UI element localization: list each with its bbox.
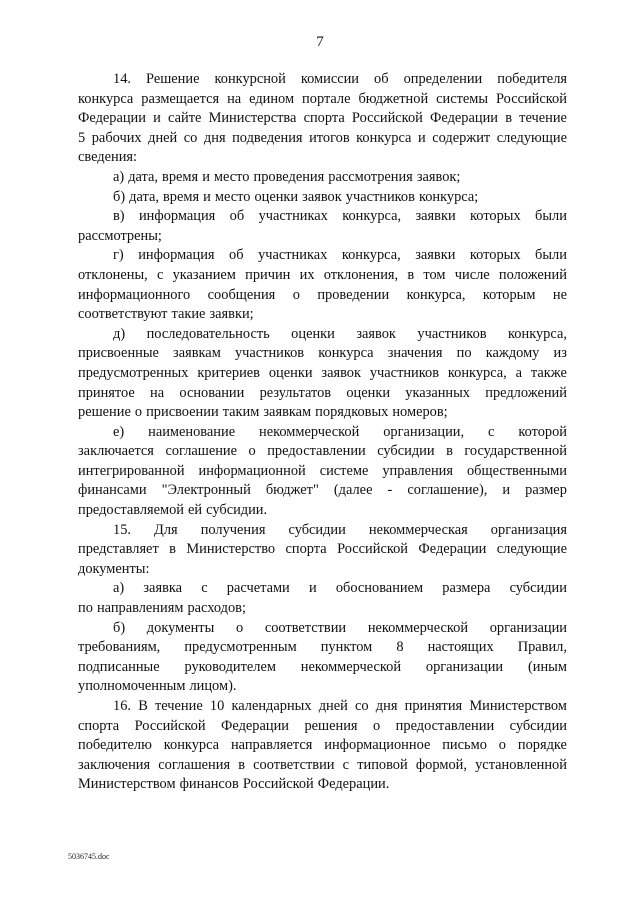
word: о <box>235 619 244 636</box>
word: уполномоченным <box>78 678 186 695</box>
word: на <box>150 384 165 401</box>
word: дней <box>318 698 348 714</box>
word: числе <box>454 266 490 283</box>
word: соглашение), <box>407 482 488 499</box>
word: Министерство <box>186 541 276 558</box>
text-line <box>78 364 567 384</box>
word: представляет <box>78 541 159 558</box>
word: организации <box>425 658 504 675</box>
word: заявки; <box>209 306 254 323</box>
text-line <box>78 266 567 286</box>
word: ей <box>188 502 203 519</box>
text-line <box>78 227 567 247</box>
word: Российской <box>496 90 567 107</box>
word: спорта <box>285 541 327 558</box>
paragraph <box>78 188 567 208</box>
word: следующие <box>496 129 567 146</box>
word: предоставлении <box>267 443 366 460</box>
word: документы: <box>78 560 150 577</box>
word: участников <box>417 325 487 342</box>
word: предложений <box>485 384 567 401</box>
word: и <box>308 580 317 597</box>
word: оценки <box>254 188 299 205</box>
word: с <box>156 266 164 283</box>
word: направлениям <box>96 600 184 617</box>
text-line <box>78 325 567 345</box>
word: сведения: <box>78 149 138 166</box>
word: время <box>162 168 199 185</box>
word: руководителем <box>184 658 276 675</box>
word: об <box>374 71 389 87</box>
word: участников <box>369 364 440 381</box>
word: были <box>535 208 567 225</box>
word: (иным <box>527 658 567 675</box>
word: 16. <box>113 698 131 714</box>
word: в <box>505 110 512 127</box>
word: и <box>417 129 426 146</box>
word: в <box>238 756 246 773</box>
word: соглашение <box>165 443 238 460</box>
word: 8 <box>396 639 404 656</box>
word: проведения <box>253 168 325 185</box>
word: конкурса <box>318 345 374 362</box>
word: Министерством <box>469 698 567 714</box>
word: последовательность <box>146 325 270 342</box>
word: Федерации <box>418 541 487 558</box>
word: общественными <box>466 462 567 479</box>
text-line <box>78 168 567 188</box>
word: б) <box>113 188 126 205</box>
word: заявкам <box>173 345 221 362</box>
word: бюджет" <box>265 482 319 499</box>
word: конкурса <box>78 90 134 107</box>
word: также <box>530 364 567 381</box>
word: принятое <box>78 384 135 401</box>
text-line <box>78 90 567 110</box>
word: их <box>299 266 315 283</box>
text-line <box>78 521 567 541</box>
word: некоммерческой <box>367 619 469 636</box>
text-line <box>78 207 567 227</box>
word: о <box>248 443 256 460</box>
word: о <box>373 717 381 734</box>
word: в) <box>113 208 125 225</box>
word: конкурса, <box>508 325 567 342</box>
word: об <box>229 247 244 264</box>
word: с <box>201 580 208 597</box>
word: таким <box>222 404 260 421</box>
word: В <box>138 698 148 714</box>
text-line <box>78 129 567 149</box>
word: б) <box>113 619 126 636</box>
word: о <box>292 286 300 303</box>
word: заявок <box>321 364 361 381</box>
paragraph <box>78 325 567 423</box>
word: отклонения, <box>323 266 399 283</box>
word: документы <box>146 619 215 636</box>
text-line <box>78 619 567 639</box>
word: заявкам <box>263 404 312 421</box>
text-line <box>78 717 567 737</box>
word: соглашения <box>158 756 231 773</box>
word: сайте <box>168 110 202 127</box>
word: со <box>183 129 198 146</box>
word: место <box>214 188 251 205</box>
text-line <box>78 423 567 443</box>
word: победителя <box>497 71 567 87</box>
word: субсидии <box>377 443 435 460</box>
word: Федерации <box>78 110 146 127</box>
word: заявок <box>356 325 396 342</box>
word: Федерации. <box>317 776 390 793</box>
word: о <box>134 404 143 421</box>
word: соответствии <box>253 756 335 773</box>
word: организация <box>490 521 567 538</box>
word: 15. <box>113 521 131 538</box>
word: оценки <box>346 384 391 401</box>
paragraph <box>78 168 567 188</box>
word: конкурсной <box>214 71 286 87</box>
word: письмо <box>442 737 487 754</box>
paragraph <box>78 423 567 521</box>
word: основании <box>179 384 245 401</box>
text-line <box>78 344 567 364</box>
word: значения <box>387 345 443 362</box>
word: заявки <box>415 247 456 264</box>
word: положений <box>498 266 567 283</box>
paragraph <box>78 246 567 324</box>
word: принятия <box>404 698 463 714</box>
word: заключается <box>78 443 154 460</box>
text-line <box>78 736 567 756</box>
word: информация <box>138 247 215 264</box>
word: расходов; <box>187 600 246 617</box>
word: а) <box>113 168 125 185</box>
word: содержит <box>432 129 491 146</box>
word: присвоенные <box>78 345 159 362</box>
word: размещается <box>141 90 220 107</box>
word: конкурса <box>163 737 220 754</box>
word: 10 <box>209 698 225 714</box>
text-line <box>78 481 567 501</box>
word: обоснованием <box>335 580 424 597</box>
word: предусмотренным <box>184 639 297 656</box>
word: дня <box>375 698 398 714</box>
text-line <box>78 305 567 325</box>
word: рассмотрения <box>328 168 413 185</box>
word: - <box>387 482 393 499</box>
word: в <box>169 541 176 558</box>
word: дата, <box>129 188 159 205</box>
word: оценки <box>268 364 313 381</box>
text-line <box>78 442 567 462</box>
word: Министерства <box>208 110 297 127</box>
word: со <box>355 698 369 714</box>
word: течение <box>154 698 203 714</box>
word: подведения <box>232 129 303 146</box>
word: решения <box>304 717 358 734</box>
word: соответствии <box>264 619 347 636</box>
word: дней <box>148 129 178 146</box>
word: о <box>498 737 506 754</box>
word: по <box>456 345 472 362</box>
word: Правил, <box>517 639 567 656</box>
text-line <box>78 658 567 678</box>
word: настоящих <box>427 639 494 656</box>
word: указанием <box>172 266 236 283</box>
word: конкурса <box>356 129 412 146</box>
word: по <box>78 600 93 617</box>
word: Федерации <box>430 110 498 127</box>
text-line <box>78 677 567 697</box>
text-line <box>78 188 567 208</box>
word: субсидии. <box>206 502 268 519</box>
text-line <box>78 697 567 717</box>
word: а <box>515 364 523 381</box>
word: заявки <box>415 208 456 225</box>
text-line <box>78 384 567 404</box>
word: критериев <box>197 364 260 381</box>
word: не <box>552 286 567 303</box>
word: типовой <box>357 756 408 773</box>
word: рассмотрены; <box>78 227 162 244</box>
word: финансов <box>179 776 239 793</box>
text-line <box>78 775 567 795</box>
paragraph <box>78 521 567 580</box>
word: место <box>213 168 250 185</box>
word: г) <box>113 247 124 264</box>
word: и <box>202 168 210 185</box>
paragraph <box>78 697 567 795</box>
word: лицом). <box>189 678 237 695</box>
word: результатов <box>259 384 332 401</box>
word: и <box>153 110 161 127</box>
word: управления <box>382 462 454 479</box>
word: конкурса, <box>341 247 401 264</box>
word: которым <box>482 286 536 303</box>
word: в <box>446 443 453 460</box>
word: время <box>162 188 200 205</box>
word: конкурса, <box>342 208 402 225</box>
word: "Электронный <box>161 482 251 499</box>
word: финансами <box>78 482 147 499</box>
word: участниках <box>258 247 328 264</box>
word: Российской <box>134 717 206 734</box>
word: такие <box>171 306 206 323</box>
word: конкурса; <box>418 188 479 205</box>
word: и <box>502 482 511 499</box>
word: участников <box>345 188 415 205</box>
text-line <box>78 246 567 266</box>
text-line <box>78 462 567 482</box>
footer-file-code: 5036745.doc <box>68 852 110 861</box>
word: дня <box>203 129 226 146</box>
word: информационного <box>78 286 191 303</box>
word: каждому <box>485 345 540 362</box>
text-line <box>78 70 567 90</box>
word: Федерации <box>221 717 289 734</box>
word: пунктом <box>320 639 373 656</box>
word: государственной <box>464 443 567 460</box>
text-line <box>78 756 567 776</box>
word: некоммерческая <box>368 521 468 538</box>
text-line <box>78 560 567 580</box>
word: итогов <box>309 129 350 146</box>
text-line <box>78 286 567 306</box>
word: портале <box>302 90 351 107</box>
word: предоставляемой <box>78 502 185 519</box>
word: 14. <box>113 71 131 87</box>
word: некоммерческой <box>300 658 402 675</box>
word: Решение <box>146 71 200 87</box>
word: отклонены, <box>78 266 148 283</box>
word: были <box>535 247 567 264</box>
text-line <box>78 403 567 423</box>
page-number: 7 <box>316 34 324 50</box>
word: номеров; <box>392 404 448 421</box>
word: Российской <box>351 110 423 127</box>
word: спорта <box>78 717 120 734</box>
word: из <box>553 345 567 362</box>
word: интегрированной <box>78 462 185 479</box>
word: об <box>229 208 245 225</box>
word: оценки <box>291 325 335 342</box>
word: некоммерческой <box>259 423 360 440</box>
word: субсидии <box>288 521 346 538</box>
word: и <box>203 188 211 205</box>
word: субсидии <box>509 717 567 734</box>
word: (далее <box>333 482 373 499</box>
word: направляется <box>230 737 313 754</box>
word: информационной <box>198 462 306 479</box>
word: следующие <box>496 541 567 558</box>
text-line <box>78 148 567 168</box>
word: сообщения <box>207 286 276 303</box>
word: порядке <box>517 737 567 754</box>
word: соответствуют <box>78 306 168 323</box>
word: заявок <box>302 188 342 205</box>
word: заявка <box>143 580 183 597</box>
word: на <box>227 90 242 107</box>
word: комиссии <box>300 71 360 87</box>
document-body <box>78 70 567 795</box>
word: бюджетной <box>358 90 429 107</box>
word: участников <box>234 345 305 362</box>
text-line <box>78 638 567 658</box>
word: заявок; <box>416 168 461 185</box>
word: Российской <box>337 541 408 558</box>
word: организации <box>489 619 567 636</box>
word: победителю <box>78 737 152 754</box>
word: Для <box>154 521 178 538</box>
word: которых <box>470 208 521 225</box>
word: формой, <box>415 756 467 773</box>
word: едином <box>249 90 295 107</box>
word: с <box>488 423 495 440</box>
paragraph <box>78 70 567 168</box>
word: организации, <box>383 423 465 440</box>
word: 5 <box>78 129 86 146</box>
word: которых <box>469 247 521 264</box>
word: получения <box>200 521 266 538</box>
word: расчетами <box>226 580 290 597</box>
word: д) <box>113 325 126 342</box>
word: причин <box>245 266 291 283</box>
paragraph <box>78 579 567 618</box>
word: Российской <box>242 776 314 793</box>
word: системе <box>319 462 369 479</box>
word: подписанные <box>78 658 160 675</box>
word: конкурса, <box>447 364 507 381</box>
word: предоставлении <box>395 717 495 734</box>
text-line <box>78 579 567 599</box>
word: с <box>342 756 350 773</box>
word: которой <box>518 423 567 440</box>
paragraph <box>78 207 567 246</box>
word: течение <box>519 110 567 127</box>
word: размера <box>442 580 491 597</box>
word: информационное <box>324 737 431 754</box>
word: наименование <box>148 423 236 440</box>
word: участниках <box>258 208 328 225</box>
word: в <box>407 266 415 283</box>
word: определении <box>403 71 483 87</box>
word: требованиям, <box>78 639 161 656</box>
word: размер <box>525 482 567 499</box>
word: информация <box>138 208 216 225</box>
word: порядковых <box>315 404 389 421</box>
word: установленной <box>475 756 567 773</box>
word: е) <box>113 423 125 440</box>
word: а) <box>113 580 125 597</box>
text-line <box>78 540 567 560</box>
word: конкурса, <box>406 286 466 303</box>
word: спорта <box>303 110 345 127</box>
word: том <box>423 266 446 283</box>
word: решение <box>78 404 131 421</box>
word: дата, <box>128 168 159 185</box>
word: календарных <box>231 698 312 714</box>
paragraph <box>78 619 567 697</box>
word: присвоении <box>146 404 219 421</box>
word: проведении <box>317 286 390 303</box>
word: системы <box>436 90 489 107</box>
word: Министерством <box>78 776 176 793</box>
text-line <box>78 599 567 619</box>
word: рабочих <box>91 129 142 146</box>
word: заключения <box>78 756 151 773</box>
word: предусмотренных <box>78 364 189 381</box>
text-line <box>78 501 567 521</box>
word: указанных <box>405 384 470 401</box>
word: субсидии <box>509 580 567 597</box>
text-line <box>78 109 567 129</box>
